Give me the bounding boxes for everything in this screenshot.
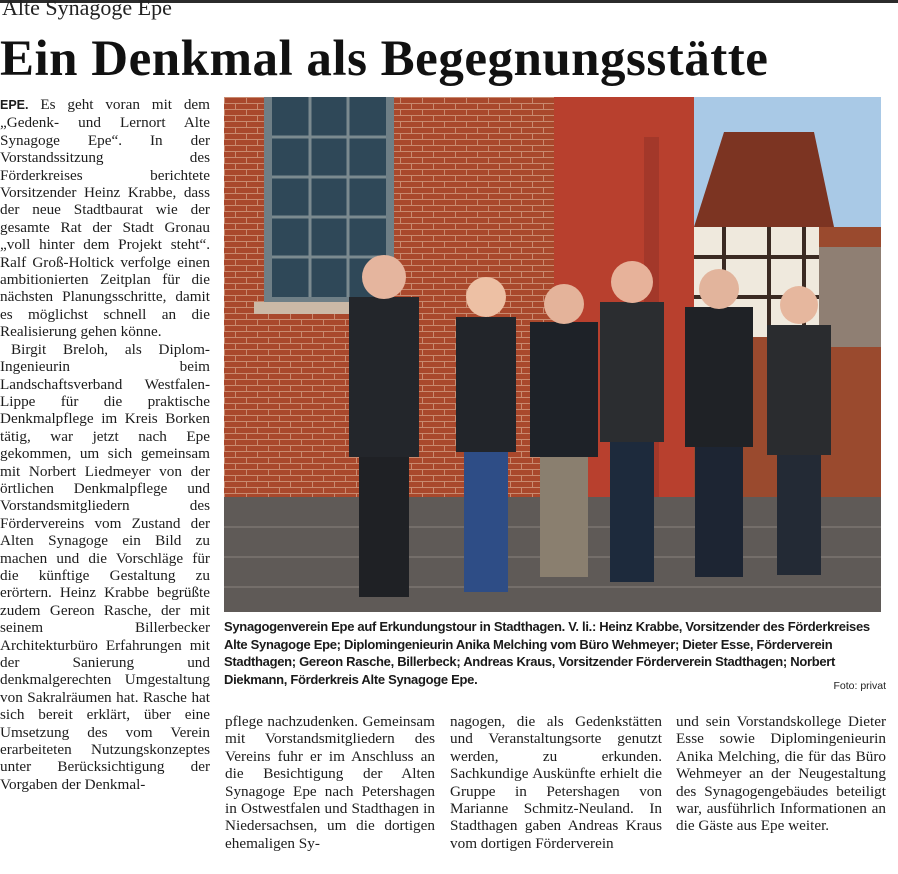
column-2-text: pflege nachzudenken. Gemeinsam mit Vorstandsmitgliedern des Vereins fuhr er im Anschluss an die Besichtigung der Alten Synagoge Epe nach Petershagen in Ostwestfalen und Stadthagen in Niedersachsen, um die dortigen ehemaligen Sy- [225, 713, 435, 852]
paragraph-1 [0, 96, 210, 341]
photo-credit: Foto: privat [833, 680, 886, 692]
article-column-3 [450, 713, 662, 852]
article-photo [224, 97, 881, 612]
article-column-1 [0, 96, 210, 793]
article-column-2 [225, 713, 435, 852]
paragraph-2: Birgit Breloh, als Diplom-Ingenieurin beim Landschaftsverband Westfalen-Lippe für die praktische Denkmalpflege im Kreis Borken tätig, war jetzt nach Epe gekommen, um sich gemeinsam mit Norbert Liedmeyer von der örtlichen Denkmalpflege und Vorstandsmitgliedern des Fördervereins vom Zustand der Alten Synagoge ein Bild zu machen und die Vorschläge für die künftige Gestaltung zu erörtern. Heinz Krabbe begrüßte zudem Gereon Rasche, der mit seinem Billerbecker Architekturbüro Erfahrungen mit der Sanierung und denkmalgerechten Umgestaltung von Sakralräumen hat. Rasche hat sich bereit erklärt, über eine Umsetzung des vom Verein erarbeiteten Nutzungskonzeptes unter Berücksichtigung der Vorgaben der Denkmal- [0, 340, 210, 793]
paragraph-1-text: Es geht voran mit dem „Gedenk- und Lernort Alte Synagoge Epe“. In der Vorstandssitzung des Förderkreises berichtete Vorsitzender Heinz Krabbe, dass der neue Stadtbaurat wie der gesamte Rat der Stadt Gronau „voll hinter dem Projekt steht“. Ralf Groß-Holtick verfolge einen ambitionierten Zeitplan für die nächsten Planungsschritte, damit es möglichst schnell an die Realisierung gehen könne. [0, 96, 210, 341]
photo-caption: Synagogenverein Epe auf Erkundungstour in Stadthagen. V. li.: Heinz Krabbe, Vorsitzender des Förderkreises Alte Synagoge Epe; Diplomingenieurin Anika Melching vom Büro Wehmeyer; Dieter Esse, Förderverein Stadthagen; Gereon Rasche, Billerbeck; Andreas Kraus, Vorsitzender Förderverein Stadthagen; Norbert Diekmann, Förderkreis Alte Synagoge Epe. [224, 619, 870, 687]
column-3-text: nagogen, die als Gedenkstätten und Veranstaltungsorte genutzt werden, zu erkunden. Sachkundige Auskünfte erhielt die Gruppe in Petershagen von Marianne Schmitz-Neuland. In Stadthagen gaben Andreas Kraus vom dortigen Förderverein [450, 713, 662, 852]
dateline: EPE. [0, 98, 29, 112]
group-photo-illustration [224, 97, 881, 612]
article-kicker: Alte Synagoge Epe [2, 0, 172, 20]
article-column-4 [676, 713, 886, 835]
article-headline: Ein Denkmal als Begegnungsstätte [0, 31, 769, 87]
column-4-text: und sein Vorstandskollege Dieter Esse sowie Diplomingenieurin Anika Melching, die für das Büro Wehmeyer an der Neugestaltung des Synagogengebäudes beteiligt war, ausführlich Informationen an die Gäste aus Epe weiter. [676, 713, 886, 835]
